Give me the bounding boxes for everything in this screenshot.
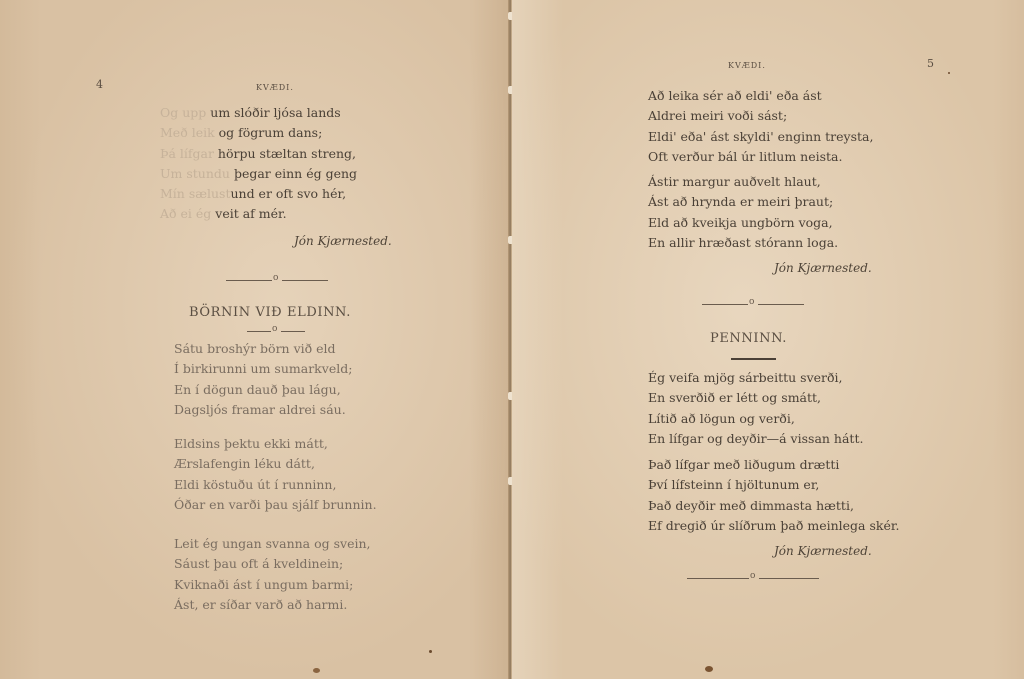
verse-line: En í dögun dauð þau lágu,: [174, 381, 341, 397]
verse-line: Kviknaði ást í ungum barmi;: [174, 576, 354, 592]
verse-line: Ástir margur auðvelt hlaut,: [648, 174, 821, 189]
verse-line: Og upp um slóðir ljósa lands: [160, 105, 341, 120]
stanza: [174, 534, 371, 615]
verse-line: Þá lífgar hörpu stæltan streng,: [160, 145, 357, 161]
running-head: KVÆDI.: [728, 61, 766, 70]
verse-line: Eldi köstuðu út í runninn,: [174, 476, 337, 492]
stanza: [648, 86, 873, 167]
separator-ornament: o: [226, 275, 328, 285]
verse-line: Mín sælustund er oft svo hér,: [160, 186, 347, 202]
page-number: 4: [96, 78, 103, 91]
attribution: Jón Kjærnested.: [294, 234, 392, 248]
verse-line: Ég veifa mjög sárbeittu sverði,: [648, 370, 843, 385]
stanza: [648, 172, 838, 253]
right-page: [512, 0, 1024, 679]
verse-line: En lífgar og deyðir—á vissan hátt.: [648, 430, 864, 446]
attribution: Jón Kjærnested.: [774, 261, 872, 275]
verse-line: Ást, er síðar varð að harmi.: [174, 596, 348, 612]
separator-ornament: o: [702, 299, 804, 309]
poem-title: PENNINN.: [710, 331, 787, 346]
stanza: [648, 455, 899, 536]
paper-speck: [948, 72, 950, 74]
verse-line: Oft verður bál úr litlum neista.: [648, 148, 843, 164]
stanza: [174, 434, 377, 515]
verse-line: Óðar en varði þau sjálf brunnin.: [174, 496, 377, 512]
verse-line: Að ei ég veit af mér.: [160, 206, 287, 222]
verse-line: Sátu broshýr börn við eld: [174, 341, 336, 356]
running-head: KVÆDI.: [256, 83, 294, 92]
verse-line: Eldi' eða' ást skyldi' enginn treysta,: [648, 128, 874, 144]
verse-line: Um stundu þegar einn ég geng: [160, 165, 358, 181]
verse-line: Ef dregið úr slíðrum það meinlega skér.: [648, 517, 900, 533]
paper-speck: [429, 650, 432, 653]
verse-line: Eldsins þektu ekki mátt,: [174, 436, 328, 451]
verse-line: Leit ég ungan svanna og svein,: [174, 536, 371, 551]
verse-line: Eld að kveikja ungbörn voga,: [648, 214, 833, 230]
stanza: [648, 368, 863, 449]
verse-line: Að leika sér að eldi' eða ást: [648, 88, 822, 103]
title-separator-ornament: o: [247, 326, 305, 336]
verse-line: Sáust þau oft á kveldinein;: [174, 556, 344, 572]
paper-stain: [313, 668, 320, 673]
paper-stain: [705, 666, 713, 672]
verse-line: Aldrei meiri voði sást;: [648, 108, 788, 124]
verse-line: Það deyðir með dimmasta hætti,: [648, 497, 854, 513]
verse-line: Því lífsteinn í hjöltunum er,: [648, 477, 820, 493]
verse-line: Í birkirunni um sumarkveld;: [174, 361, 353, 377]
verse-line: En sverðið er létt og smátt,: [648, 390, 822, 406]
attribution: Jón Kjærnested.: [774, 544, 872, 558]
verse-line: Dagsljós framar aldrei sáu.: [174, 401, 346, 417]
poem-title: BÖRNIN VIÐ ELDINN.: [189, 305, 351, 320]
stanza: [174, 339, 352, 420]
end-separator-ornament: o: [687, 573, 819, 583]
poem-continuation: [160, 103, 357, 225]
title-underline: [731, 358, 776, 360]
left-page: [0, 0, 510, 679]
page-number: 5: [927, 57, 934, 70]
verse-line: Ást að hrynda er meiri þraut;: [648, 194, 834, 210]
verse-line: Með leik og fögrum dans;: [160, 125, 323, 141]
verse-line: Lítið að lögun og verði,: [648, 410, 795, 426]
verse-line: Það lífgar með liðugum drætti: [648, 457, 840, 472]
verse-line: Ærslafengin léku dátt,: [174, 456, 315, 472]
verse-line: En allir hræðast stórann loga.: [648, 234, 839, 250]
